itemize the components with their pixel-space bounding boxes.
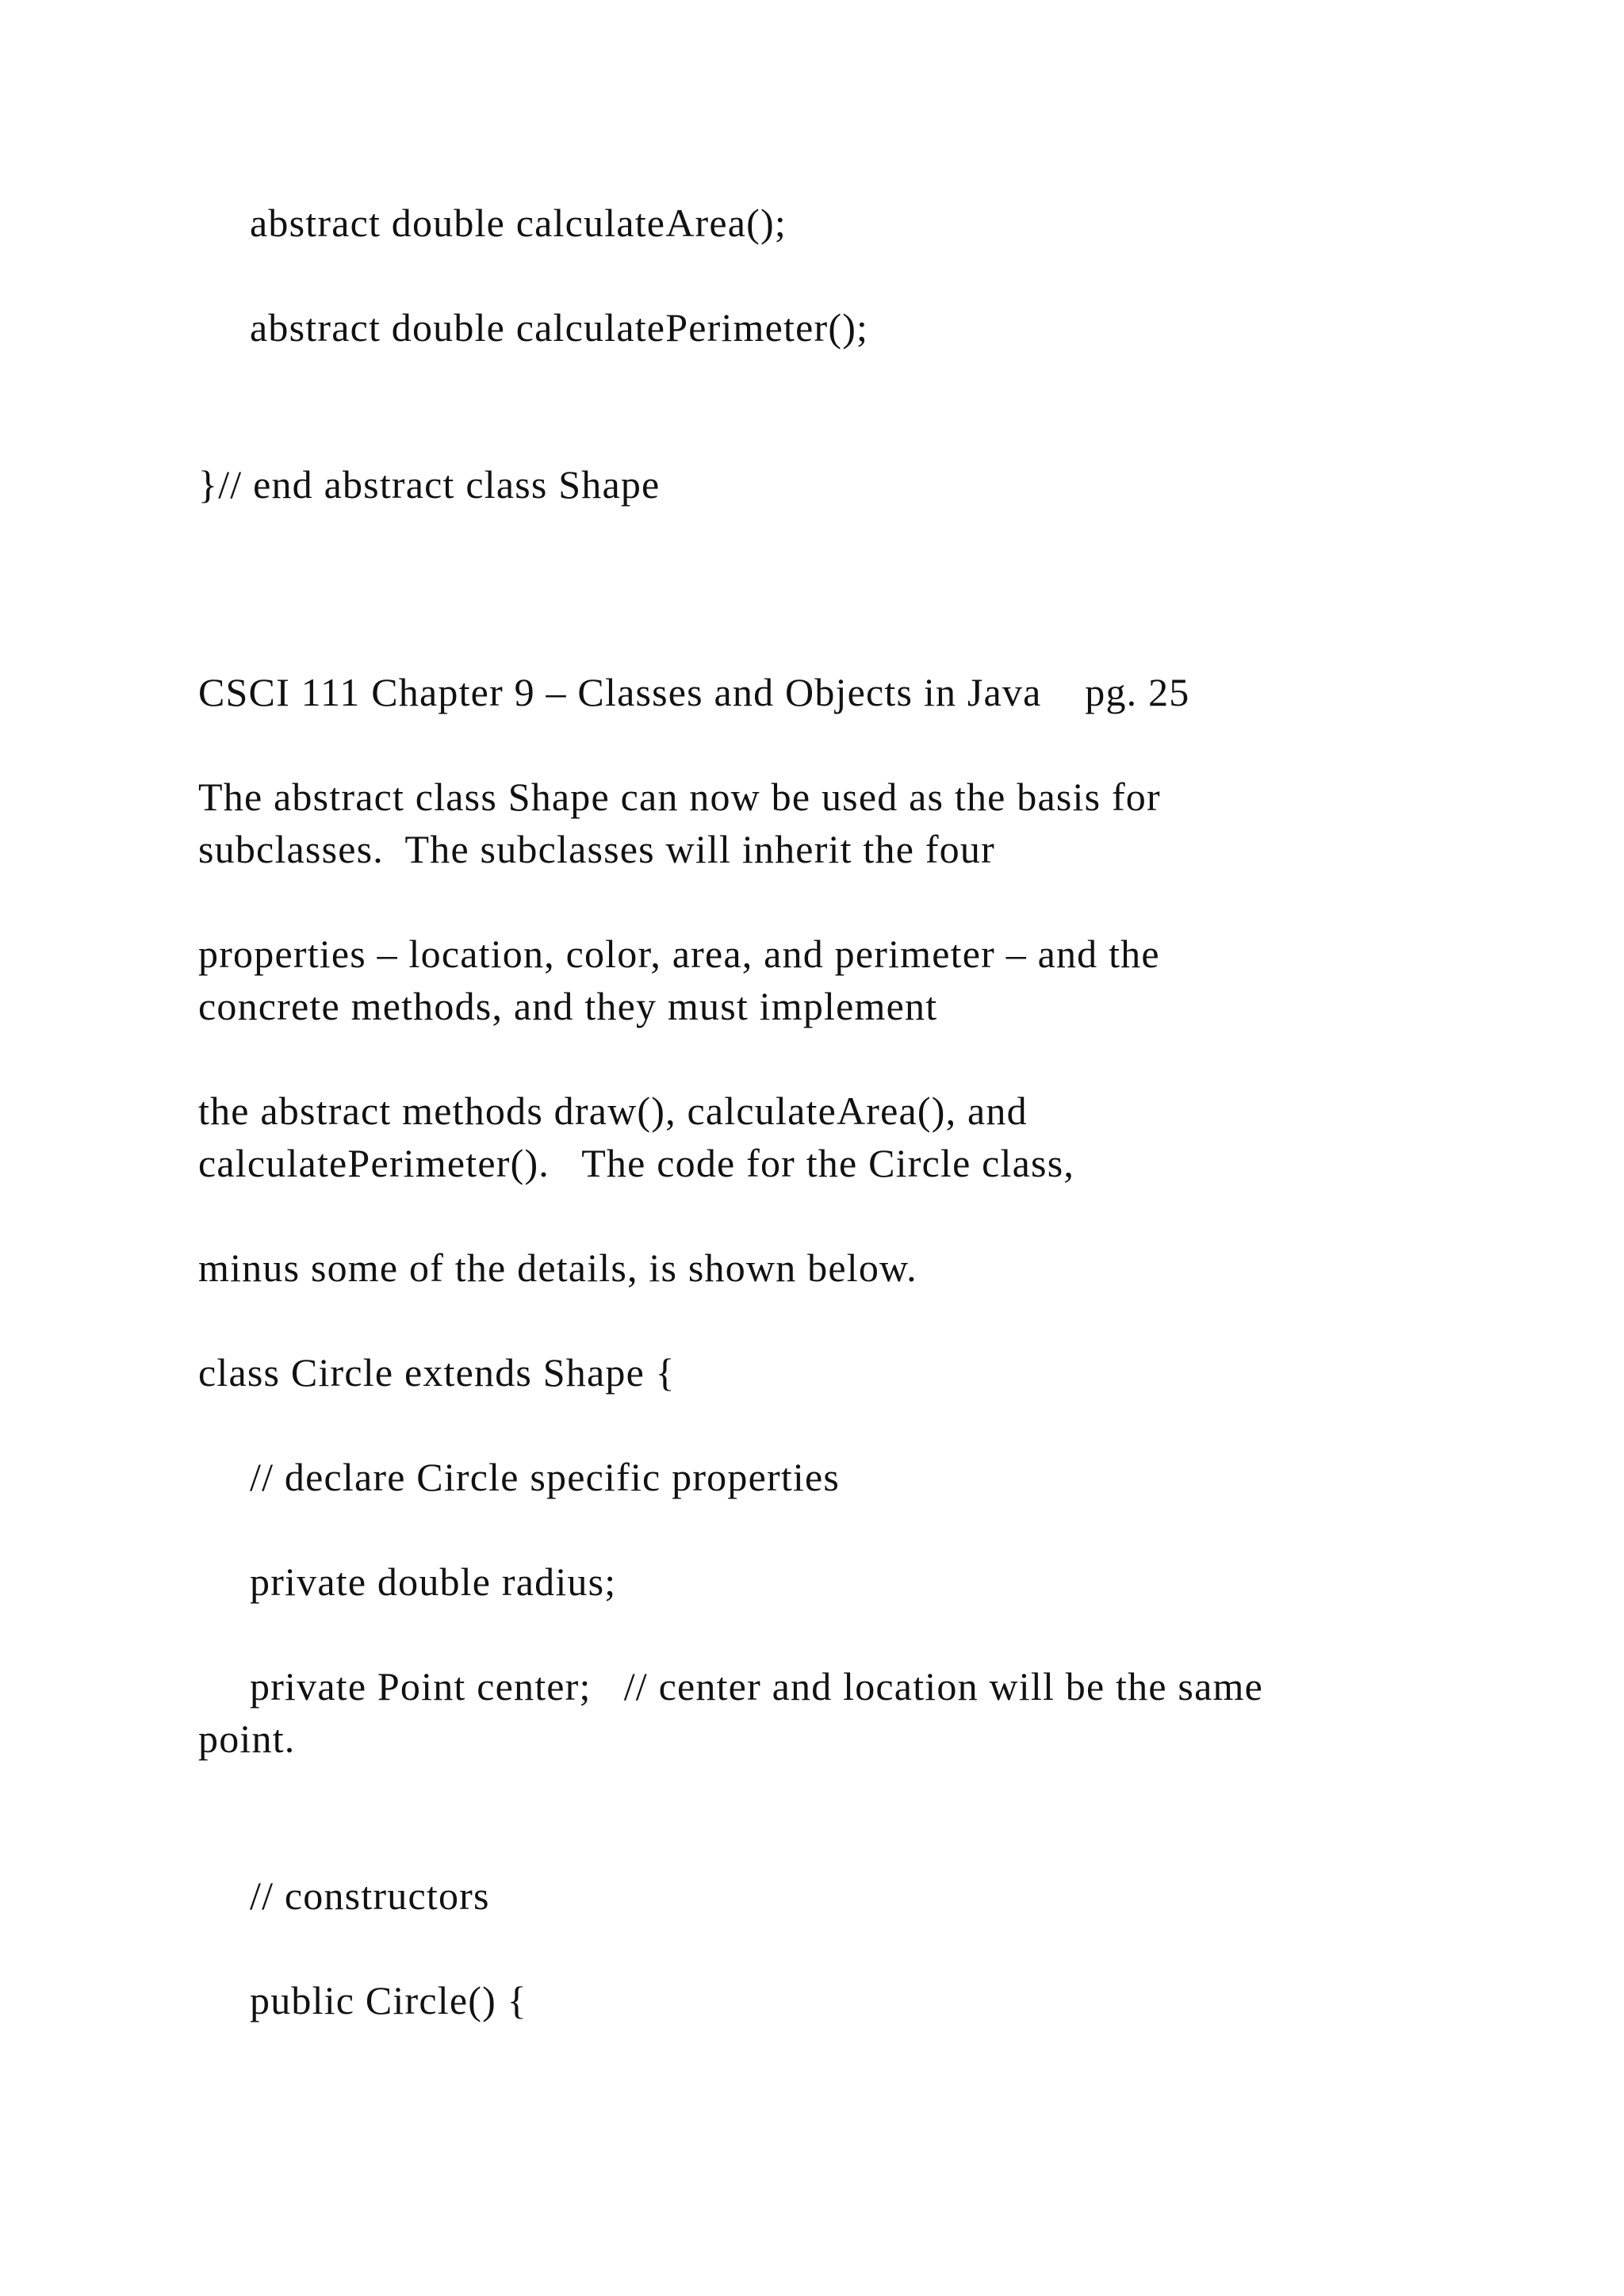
code-line-center-wrap: point. xyxy=(198,1716,296,1761)
paragraph-line-6: calculatePerimeter(). The code for the Circle class, xyxy=(198,1141,1075,1185)
code-line-center: private Point center; // center and location will be the same xyxy=(250,1664,1263,1709)
code-line-abstract-calculate-perimeter: abstract double calculatePerimeter(); xyxy=(250,305,869,350)
code-line-constructors-comment: // constructors xyxy=(250,1873,490,1918)
code-line-class-circle: class Circle extends Shape { xyxy=(198,1350,676,1395)
paragraph-line-7: minus some of the details, is shown below. xyxy=(198,1246,917,1290)
paragraph-line-1: The abstract class Shape can now be used as the basis for xyxy=(198,775,1161,819)
code-line-abstract-calculate-area: abstract double calculateArea(); xyxy=(250,201,787,245)
code-line-circle-constructor: public Circle() { xyxy=(250,1978,527,2022)
code-line-end-shape-class: }// end abstract class Shape xyxy=(198,462,661,507)
code-line-radius: private double radius; xyxy=(250,1559,617,1604)
page-header: CSCI 111 Chapter 9 – Classes and Objects in Java pg. 25 xyxy=(198,670,1190,714)
paragraph-line-2: subclasses. The subclasses will inherit the four xyxy=(198,827,995,871)
paragraph-line-3: properties – location, color, area, and perimeter – and the xyxy=(198,932,1160,976)
code-line-circle-properties-comment: // declare Circle specific properties xyxy=(250,1455,841,1499)
paragraph-line-5: the abstract methods draw(), calculateArea(), and xyxy=(198,1089,1028,1133)
paragraph-line-4: concrete methods, and they must implement xyxy=(198,984,938,1028)
